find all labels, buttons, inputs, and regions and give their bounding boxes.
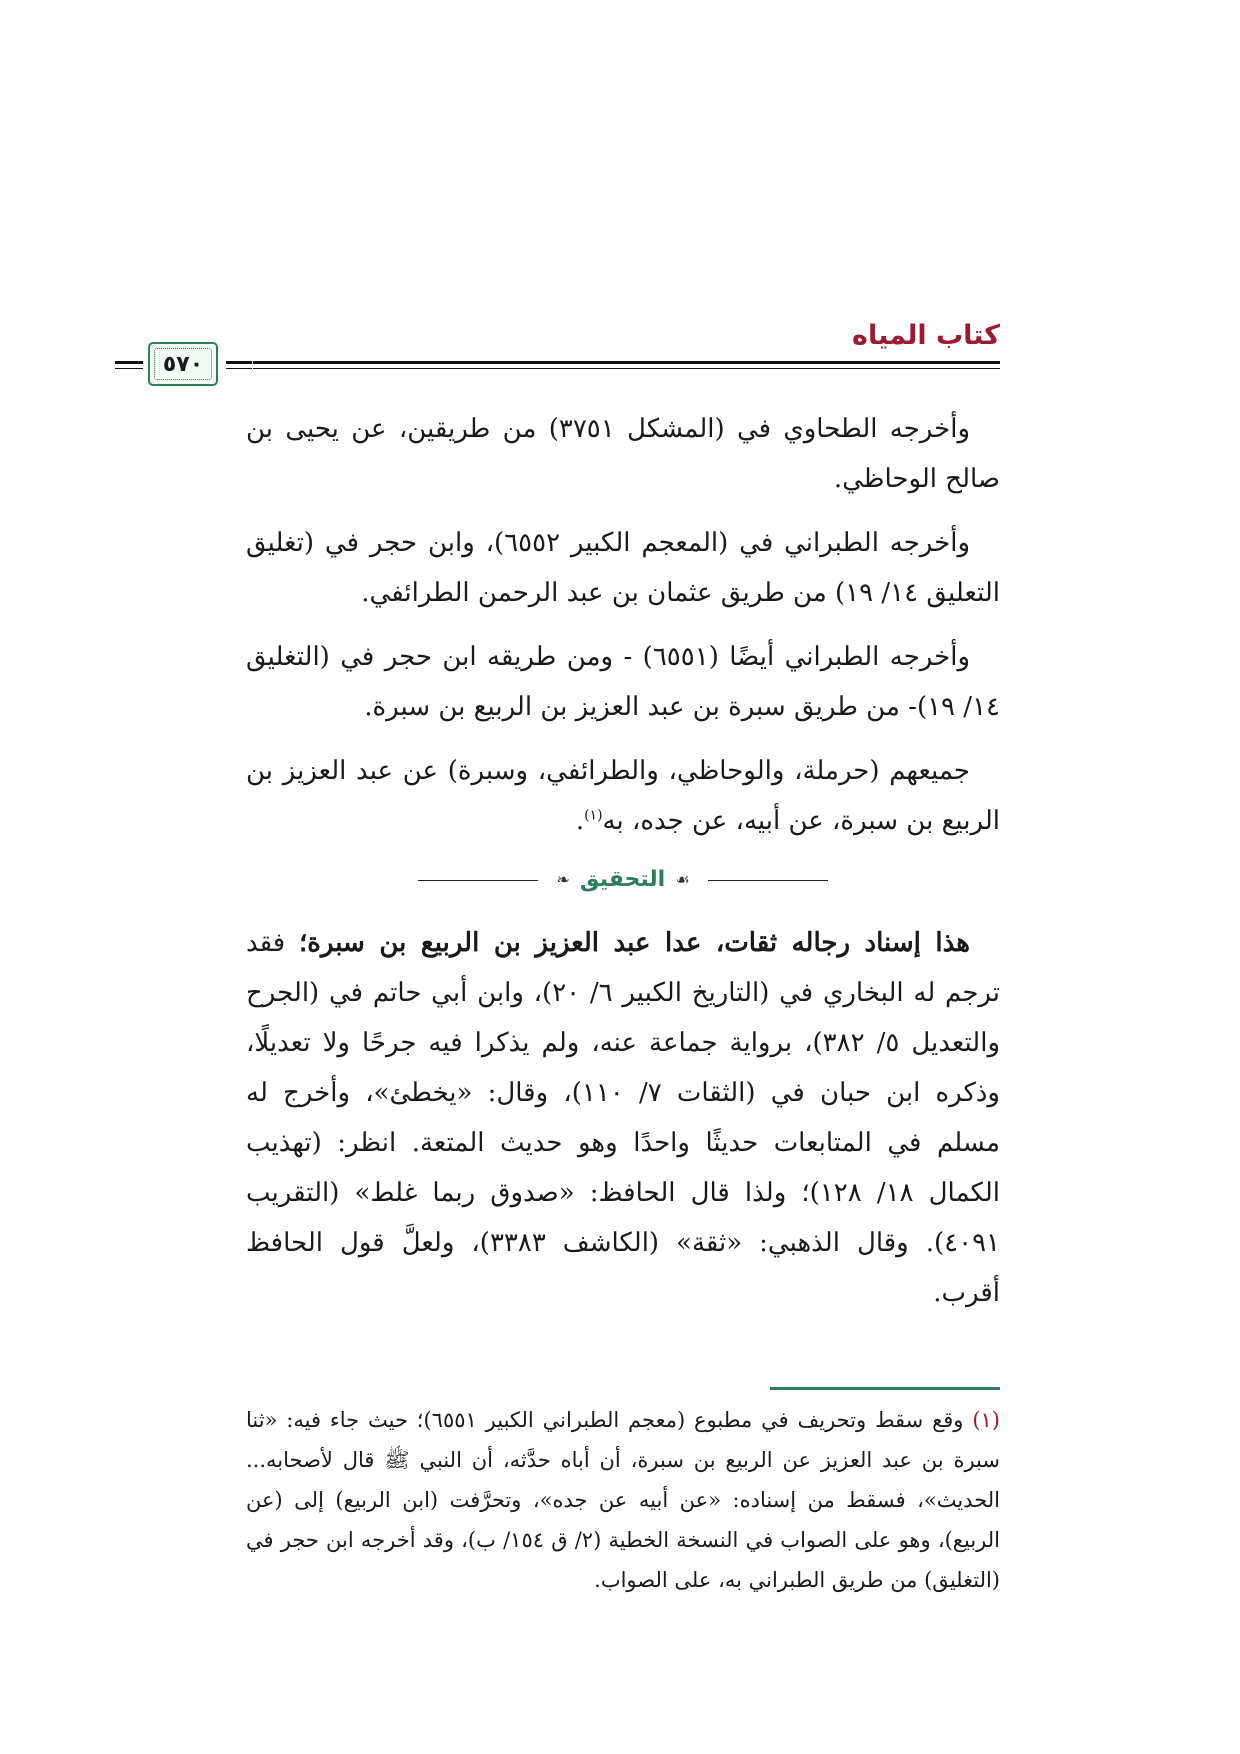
page-number: ٥٧٠ <box>154 348 212 380</box>
page-number-badge <box>148 342 218 386</box>
divider-line-left <box>418 880 538 881</box>
footnotes <box>246 1400 1000 1600</box>
divider-line-right <box>708 880 828 881</box>
badge-rule-left-thin <box>226 368 252 369</box>
header-rule-thin <box>253 368 1000 369</box>
paragraph-end: . <box>575 806 585 836</box>
paragraph: وأخرجه الطبراني في (المعجم الكبير ٦٥٥٢)، وابن حجر في (تغليق التعليق ١٤/ ١٩) من طريق عثمان بن عبد الرحمن الطرائفي. <box>246 528 1000 608</box>
section-heading: التحقيق <box>579 867 666 892</box>
running-title: كتاب المياه <box>852 320 1000 351</box>
section-divider <box>246 858 1000 902</box>
footnote-number: (١) <box>972 1408 1000 1432</box>
paragraph-with-footnote <box>246 746 1000 846</box>
ornament-icon: ❧ <box>556 870 570 889</box>
footnote <box>246 1400 1000 1600</box>
paragraph: وأخرجه الطبراني أيضًا (٦٥٥١) - ومن طريقه ابن حجر في (التغليق ١٤/ ١٩)- من طريق سبرة بن عبد العزيز بن الربيع بن سبرة. <box>246 642 1000 722</box>
badge-rule-left <box>226 361 252 364</box>
footnote-text: وقع سقط وتحريف في مطبوع (معجم الطبراني الكبير ٦٥٥١)؛ حيث جاء فيه: «ثنا سبرة بن عبد العزيز عن الربيع بن سبرة، أن أباه حدَّثه، أن النبي ﷺ قال لأصحابه... الحديث»، فسقط من إسناده: «عن أبيه عن جده»، وتحرَّفت (ابن الربيع) إلى (عن الربيع)، وهو على الصواب في النسخة الخطية (٢/ ق ١٥٤/ ب)، وقد أخرجه ابن حجر في (التغليق) من طريق الطبراني به، على الصواب. <box>246 1408 1000 1592</box>
footnote-reference[interactable]: (١) <box>584 807 603 824</box>
paragraph: وأخرجه الطحاوي في (المشكل ٣٧٥١) من طريقين، عن يحيى بن صالح الوحاظي. <box>246 414 1000 494</box>
header-rule-thick <box>253 361 1000 364</box>
badge-rule-right-thin <box>115 368 143 369</box>
paragraph-text: جميعهم (حرملة، والوحاظي، والطرائفي، وسبرة) عن عبد العزيز بن الربيع بن سبرة، عن أبيه، عن جده، به <box>246 756 1000 836</box>
ornament-icon: ☙ <box>675 870 690 889</box>
badge-rule-right <box>115 361 143 364</box>
main-text <box>246 404 1000 1332</box>
tahqiq-text: فقد ترجم له البخاري في (التاريخ الكبير ٦/ ٢٠)، وابن أبي حاتم في (الجرح والتعديل ٥/ ٣٨٢)، برواية جماعة عنه، ولم يذكرا فيه جرحًا ولا تعديلًا، وذكره ابن حبان في (الثقات ٧/ ١١٠)، وقال: «يخطئ»، وأخرج له مسلم في المتابعات حديثًا واحدًا وهو حديث المتعة. انظر: (تهذيب الكمال ١٨/ ١٢٨)؛ ولذا قال الحافظ: «صدوق ربما غلط» (التقريب ٤٠٩١). وقال الذهبي: «ثقة» (الكاشف ٣٣٨٣)، ولعلَّ قول الحافظ أقرب. <box>246 928 1000 1308</box>
footnote-separator <box>770 1387 1000 1390</box>
tahqiq-bold-lead: هذا إسناد رجاله ثقات، عدا عبد العزيز بن الربيع بن سبرة؛ <box>298 928 970 958</box>
tahqiq-paragraph <box>246 918 1000 1318</box>
